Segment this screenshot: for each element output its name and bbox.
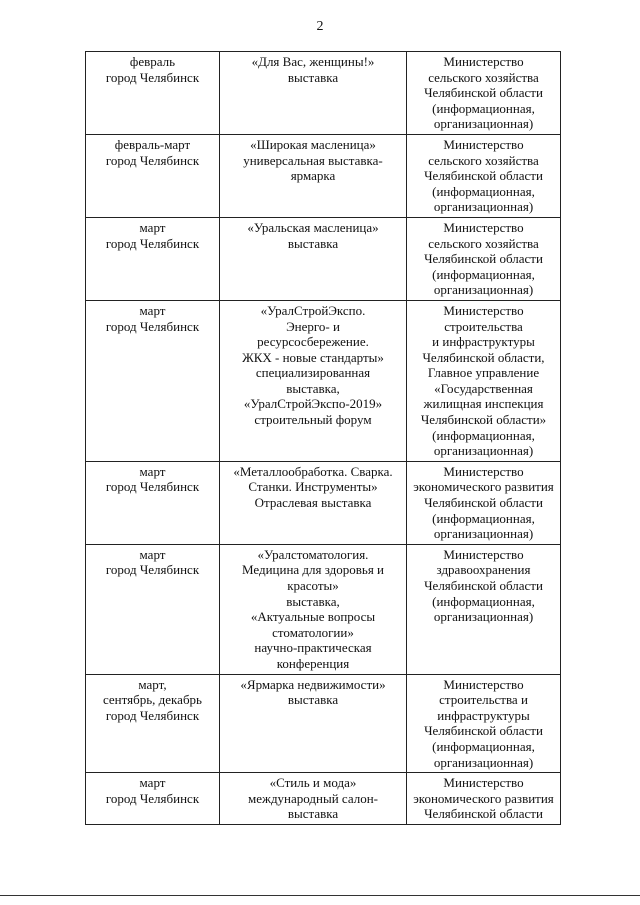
bottom-divider (0, 895, 640, 896)
date-cell (86, 52, 220, 135)
date-cell (86, 300, 220, 461)
cell-line: Челябинской области (424, 168, 543, 184)
cell-line: февраль-март (114, 136, 191, 152)
cell-line: (информационная, (432, 266, 535, 282)
organizer-cell (407, 544, 561, 674)
organizer-cell (407, 300, 561, 461)
cell-line: ярмарка (290, 168, 336, 184)
cell-line: Челябинской области, (422, 349, 545, 365)
cell-line: «Стиль и мода» (269, 775, 357, 791)
date-cell (86, 217, 220, 300)
table-row (86, 52, 561, 135)
cell-line: организационная) (433, 443, 534, 459)
table-row (86, 217, 561, 300)
cell-line: выставка (287, 692, 339, 708)
events-table (85, 51, 561, 825)
cell-line: Министерство (443, 54, 524, 69)
event-cell (220, 544, 407, 674)
cell-line: Медицина для здоровья и (241, 562, 385, 578)
date-cell (86, 461, 220, 544)
cell-line: инфраструктуры (437, 707, 530, 723)
table-row (86, 773, 561, 825)
cell-line: Челябинской области (424, 578, 543, 593)
cell-line: сентябрь, декабрь (102, 692, 202, 708)
cell-line: «Уралстоматология. (257, 546, 369, 562)
table-row (86, 461, 561, 544)
table-row (86, 544, 561, 674)
cell-line: «Широкая масленица» (250, 136, 376, 152)
organizer-cell (407, 461, 561, 544)
cell-line: выставка (287, 69, 339, 85)
date-cell (86, 773, 220, 825)
cell-line: Министерство (443, 302, 524, 318)
cell-line: Энерго- и (286, 318, 340, 334)
page-number: 2 (316, 19, 324, 34)
cell-line: март (139, 463, 166, 479)
cell-line: Министерство (443, 775, 524, 791)
cell-line: (информационная, (432, 427, 535, 443)
cell-line: «Актуальные вопросы (250, 609, 376, 625)
date-cell (86, 674, 220, 773)
cell-line: (информационная, (432, 593, 535, 609)
cell-line: здравоохранения (436, 562, 531, 578)
cell-line: строительный форум (254, 412, 372, 428)
cell-line: «Ярмарка недвижимости» (240, 676, 386, 692)
cell-line: сельского хозяйства (428, 69, 539, 85)
cell-line: Челябинской области (424, 806, 543, 822)
cell-line: выставка, (286, 380, 340, 396)
table-row (86, 300, 561, 461)
cell-line: строительства и (439, 692, 528, 708)
table-row (86, 674, 561, 773)
organizer-cell (407, 217, 561, 300)
cell-line: город Челябинск (105, 235, 200, 251)
cell-line: экономического развития (413, 479, 554, 495)
cell-line: Челябинской области» (420, 412, 547, 428)
event-cell (220, 52, 407, 135)
table-row (86, 134, 561, 217)
cell-line: март (139, 302, 166, 318)
cell-line: стоматологии» (272, 624, 354, 640)
cell-line: город Челябинск (105, 562, 200, 578)
cell-line: «УралСтройЭкспо. (260, 302, 366, 318)
cell-line: выставка, (286, 593, 340, 609)
cell-line: март (139, 775, 166, 791)
cell-line: Министерство (443, 219, 524, 235)
cell-line: организационная) (433, 282, 534, 298)
cell-line: ЖКХ - новые стандарты» (242, 349, 384, 365)
cell-line: март, (138, 676, 167, 692)
cell-line: город Челябинск (105, 318, 200, 334)
cell-line: «Уральская масленица» (247, 219, 379, 235)
cell-line: «Металлообработка. Сварка. (233, 463, 393, 479)
cell-line: жилищная инспекция (423, 396, 544, 412)
cell-line: (информационная, (432, 738, 535, 754)
cell-line: универсальная выставка- (243, 152, 383, 168)
cell-line: организационная) (433, 526, 534, 542)
cell-line: выставка (287, 235, 339, 251)
event-cell (220, 217, 407, 300)
cell-line: Министерство (443, 463, 524, 479)
cell-line: и инфраструктуры (432, 334, 535, 350)
cell-line: организационная) (433, 754, 534, 770)
cell-line: город Челябинск (105, 479, 200, 495)
cell-line: организационная) (433, 609, 534, 625)
cell-line: Отраслевая выставка (254, 495, 372, 511)
events-table-body (86, 52, 561, 825)
cell-line: ресурсосбережение. (257, 334, 369, 350)
event-cell (220, 674, 407, 773)
cell-line: город Челябинск (105, 152, 200, 168)
cell-line: город Челябинск (105, 69, 200, 85)
cell-line: Станки. Инструменты» (248, 479, 378, 495)
cell-line: март (139, 219, 166, 235)
cell-line: красоты» (287, 578, 339, 593)
cell-line: город Челябинск (105, 707, 200, 723)
cell-line: (информационная, (432, 183, 535, 199)
cell-line: «УралСтройЭкспо-2019» (243, 396, 383, 412)
cell-line: Челябинской области (424, 85, 543, 101)
organizer-cell (407, 773, 561, 825)
cell-line: Челябинской области (424, 723, 543, 739)
cell-line: экономического развития (413, 790, 554, 806)
date-cell (86, 544, 220, 674)
cell-line: Министерство (443, 546, 524, 562)
cell-line: город Челябинск (105, 790, 200, 806)
cell-line: февраль (129, 54, 176, 69)
event-cell (220, 461, 407, 544)
cell-line: сельского хозяйства (428, 152, 539, 168)
cell-line: «Государственная (434, 380, 533, 396)
event-cell (220, 773, 407, 825)
cell-line: (информационная, (432, 510, 535, 526)
cell-line: выставка (287, 806, 339, 822)
date-cell (86, 134, 220, 217)
event-cell (220, 134, 407, 217)
cell-line: сельского хозяйства (428, 235, 539, 251)
cell-line: строительства (444, 318, 523, 334)
cell-line: Челябинской области (424, 495, 543, 511)
organizer-cell (407, 134, 561, 217)
cell-line: Министерство (443, 676, 524, 692)
event-cell (220, 300, 407, 461)
cell-line: международный салон- (247, 790, 379, 806)
cell-line: научно-практическая (254, 640, 372, 656)
cell-line: Главное управление (427, 365, 540, 381)
cell-line: март (139, 546, 166, 562)
organizer-cell (407, 674, 561, 773)
cell-line: (информационная, (432, 100, 535, 116)
cell-line: конференция (276, 655, 350, 671)
cell-line: «Для Вас, женщины!» (251, 54, 375, 69)
cell-line: специализированная (255, 365, 371, 381)
cell-line: Министерство (443, 136, 524, 152)
cell-line: Челябинской области (424, 251, 543, 267)
cell-line: организационная) (433, 199, 534, 215)
organizer-cell (407, 52, 561, 135)
cell-line: организационная) (433, 116, 534, 132)
